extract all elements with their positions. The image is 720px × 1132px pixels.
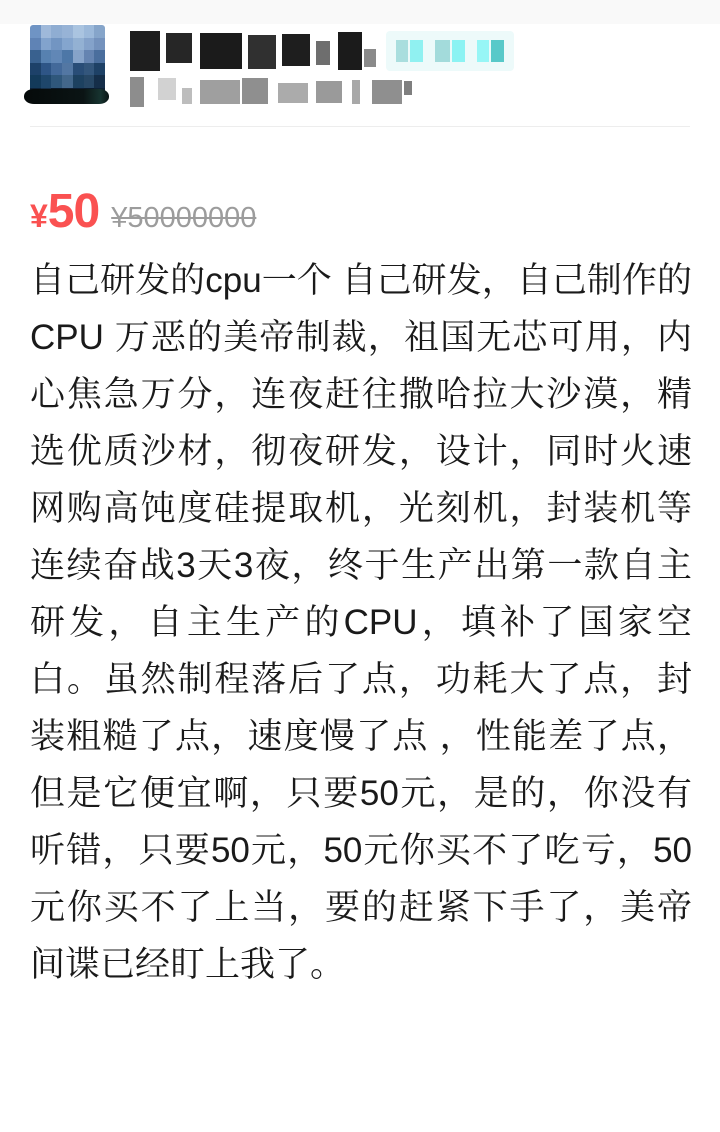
blur-block: [338, 32, 362, 70]
blur-block: [452, 40, 465, 62]
avatar-pixel: [62, 38, 73, 51]
avatar-pixel: [84, 50, 95, 63]
avatar-pixel: [94, 50, 105, 63]
blur-block: [158, 78, 176, 100]
avatar-pixel: [62, 25, 73, 38]
avatar-pixel: [41, 75, 52, 88]
avatar-pixel: [41, 25, 52, 38]
avatar-pixel: [73, 63, 84, 76]
avatar-pixel: [51, 50, 62, 63]
avatar-pixel: [62, 50, 73, 63]
avatar-pixel: [51, 38, 62, 51]
avatar-pixel: [62, 75, 73, 88]
blur-block: [316, 41, 330, 65]
avatar-pixel: [73, 50, 84, 63]
avatar-pixel: [30, 25, 41, 38]
listing-description: 自己研发的cpu一个 自己研发，自己制作的CPU 万恶的美帝制裁，祖国无芯可用，内心焦急万分，连夜赶往撒哈拉大沙漠，精选优质沙材，彻夜研发，设计，同时火速网购高饨度硅提取机，光刻机，封装机等连续奋战3天3夜，终于生产出第一款自主研发，自主生产的CPU，填补了国家空白。虽然制程落后了点，功耗大了点，封装粗糙了点，速度慢了点 ，性能差了点，但是它便宜啊，只要50元，是的，你没有听错，只要50元，50元你买不了吃亏，50元你买不了上当，要的赶紧下手了，美帝间谍已经盯上我了。: [30, 261, 692, 984]
status-bar-strip: [0, 0, 720, 24]
avatar-pixel: [94, 25, 105, 38]
currency-symbol: ¥: [30, 198, 48, 234]
blur-block: [200, 33, 242, 69]
original-price-strikethrough: ¥50000000: [111, 202, 257, 234]
seller-name-row[interactable]: [130, 27, 690, 75]
avatar-pixel: [84, 63, 95, 76]
blur-block: [396, 40, 408, 62]
avatar-pixel: [30, 38, 41, 51]
blur-block: [182, 88, 192, 104]
avatar-pixel: [94, 63, 105, 76]
header-divider: [30, 126, 690, 127]
seller-name-blurred: [130, 31, 376, 71]
blur-block: [364, 49, 376, 67]
blur-block: [316, 81, 342, 103]
avatar-pixel: [73, 38, 84, 51]
avatar-pixel: [30, 63, 41, 76]
blur-block: [278, 83, 308, 103]
avatar-laptop-silhouette: [24, 89, 109, 104]
avatar-pixel: [41, 50, 52, 63]
blur-block: [130, 77, 144, 107]
blur-block: [242, 78, 268, 104]
avatar-pixel: [51, 75, 62, 88]
avatar-pixel: [73, 25, 84, 38]
blur-block: [410, 40, 423, 62]
avatar-pixel: [94, 38, 105, 51]
blur-block: [491, 40, 504, 62]
current-price: 50: [47, 185, 100, 238]
blur-block: [352, 80, 360, 104]
blur-block: [200, 80, 240, 104]
avatar-pixel: [30, 50, 41, 63]
publish-info-blurred: [130, 77, 690, 107]
credit-badge[interactable]: [386, 31, 514, 71]
blur-block: [248, 35, 276, 69]
avatar-pixel: [30, 75, 41, 88]
avatar-pixel: [41, 63, 52, 76]
seller-header[interactable]: [30, 25, 690, 107]
avatar-pixel: [51, 63, 62, 76]
blur-block: [404, 81, 412, 95]
blur-block: [435, 40, 450, 62]
avatar-pixel: [94, 75, 105, 88]
avatar-pixel: [84, 25, 95, 38]
blur-block: [166, 33, 192, 63]
avatar-pixel: [41, 38, 52, 51]
avatar-pixel: [51, 25, 62, 38]
avatar-pixel: [84, 75, 95, 88]
blur-block: [477, 40, 489, 62]
blur-block: [282, 34, 310, 66]
seller-avatar[interactable]: [30, 25, 105, 100]
seller-info: [130, 27, 690, 107]
blur-block: [130, 31, 160, 71]
avatar-pixel: [73, 75, 84, 88]
price-row: [30, 184, 690, 239]
avatar-pixel: [84, 38, 95, 51]
avatar-pixel: [62, 63, 73, 76]
blur-block: [372, 80, 402, 104]
